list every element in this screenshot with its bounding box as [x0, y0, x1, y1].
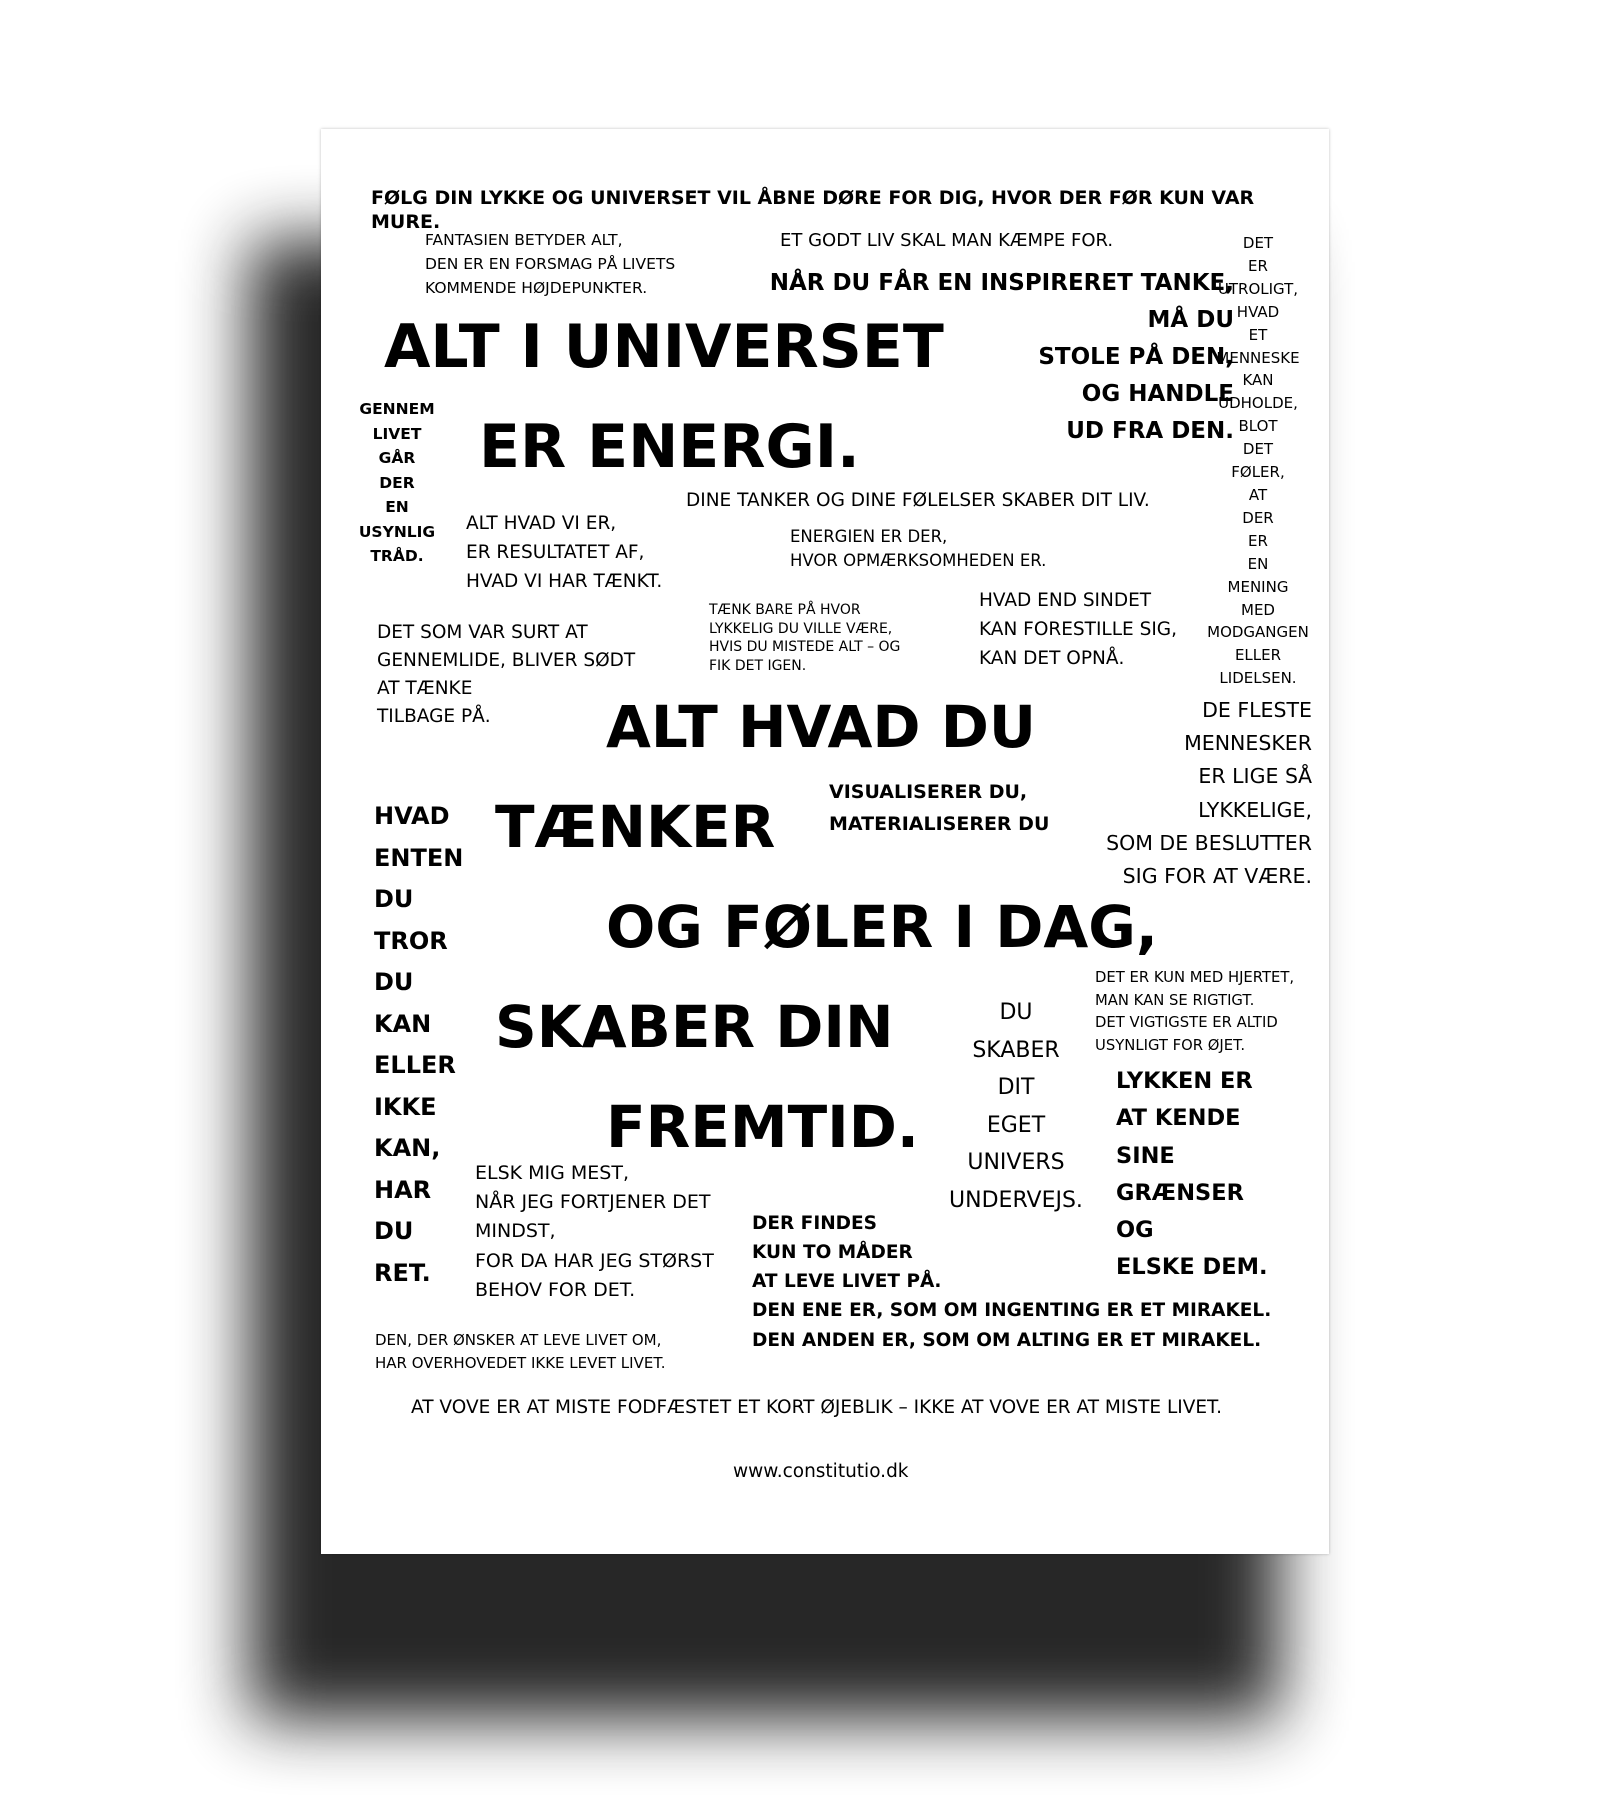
quote-de-fleste: DE FLESTE MENNESKER ER LIGE SÅ LYKKELIGE, SOM DE BESLUTTER SIG FOR AT VÆRE. — [1106, 698, 1312, 889]
headline-taenker: TÆNKER — [495, 793, 776, 861]
quote-hvad-enten: HVAD ENTEN DU TROR DU KAN ELLER IKKE KAN, HAR DU RET. — [374, 802, 464, 1287]
quote-ene-anden: DEN ENE ER, SOM OM INGENTING ER ET MIRAKEL. DEN ANDEN ER, SOM OM ALTING ER ET MIRAKEL. — [752, 1300, 1272, 1351]
headline-og-foler-i-dag: OG FØLER I DAG, — [606, 893, 1158, 961]
headline-alt-hvad-du: ALT HVAD DU — [606, 693, 1036, 761]
poster — [321, 129, 1329, 1554]
quote-top: FØLG DIN LYKKE OG UNIVERSET VIL ÅBNE DØRE FOR DIG, HVOR DER FØR KUN VAR MURE. — [371, 187, 1255, 233]
headline-skaber-din: SKABER DIN — [495, 993, 894, 1061]
quote-der-findes: DER FINDES KUN TO MÅDER AT LEVE LIVET PÅ. — [752, 1213, 942, 1292]
quote-energien: ENERGIEN ER DER, HVOR OPMÆRKSOMHEDEN ER. — [790, 527, 1047, 570]
quote-hjertet: DET ER KUN MED HJERTET, MAN KAN SE RIGTIGT. DET VIGTIGSTE ER ALTID USYNLIGT FOR ØJET. — [1095, 969, 1295, 1054]
headline-er-energi: ER ENERGI. — [479, 412, 860, 482]
quote-fantasien: FANTASIEN BETYDER ALT, DEN ER EN FORSMAG PÅ LIVETS KOMMENDE HØJDEPUNKTER. — [425, 231, 676, 297]
quote-alt-hvad-vi-er: ALT HVAD VI ER, ER RESULTATET AF, HVAD VI HAR TÆNKT. — [466, 513, 663, 592]
quote-visualiserer: VISUALISERER DU, MATERIALISERER DU — [829, 781, 1050, 835]
quote-godt-liv: ET GODT LIV SKAL MAN KÆMPE FOR. — [780, 230, 1114, 251]
headline-fremtid: FREMTID. — [606, 1093, 919, 1161]
quote-elsk-mig: ELSK MIG MEST, NÅR JEG FORTJENER DET MINDST, FOR DA HAR JEG STØRST BEHOV FOR DET. — [475, 1162, 714, 1301]
quote-inspireret-tanke: NÅR DU FÅR EN INSPIRERET TANKE, MÅ DU STOLE PÅ DEN, OG HANDLE UD FRA DEN. — [769, 270, 1234, 444]
quote-sindet: HVAD END SINDET KAN FORESTILLE SIG, KAN DET OPNÅ. — [979, 590, 1178, 669]
quote-leve-livet-om: DEN, DER ØNSKER AT LEVE LIVET OM, HAR OVERHOVEDET IKKE LEVET LIVET. — [375, 1331, 666, 1372]
quote-surt: DET SOM VAR SURT AT GENNEMLIDE, BLIVER SØDT AT TÆNKE TILBAGE PÅ. — [377, 622, 636, 727]
quote-dine-tanker: DINE TANKER OG DINE FØLELSER SKABER DIT LIV. — [686, 490, 1150, 511]
quote-du-skaber: DU SKABER DIT EGET UNIVERS UNDERVEJS. — [949, 1000, 1083, 1213]
quote-taenk-bare: TÆNK BARE PÅ HVOR LYKKELIG DU VILLE VÆRE, HVIS DU MISTEDE ALT – OG FIK DET IGEN. — [709, 602, 901, 674]
headline-alt-i-universet: ALT I UNIVERSET — [384, 312, 944, 382]
quote-utroligt: DET ER UTROLIGT, HVAD ET MENNESKE KAN UDHOLDE, BLOT DET FØLER, AT DER ER EN MENING MED MODGANGEN ELLER LIDELSEN. — [1207, 234, 1309, 688]
quote-vove: AT VOVE ER AT MISTE FODFÆSTET ET KORT ØJEBLIK – IKKE AT VOVE ER AT MISTE LIVET. — [411, 1397, 1223, 1418]
website-url: www.constitutio.dk — [733, 1461, 909, 1482]
quote-gennem-livet: GENNEM LIVET GÅR DER EN USYNLIG TRÅD. — [358, 400, 436, 565]
quote-lykken: LYKKEN ER AT KENDE SINE GRÆNSER OG ELSKE DEM. — [1116, 1068, 1268, 1281]
